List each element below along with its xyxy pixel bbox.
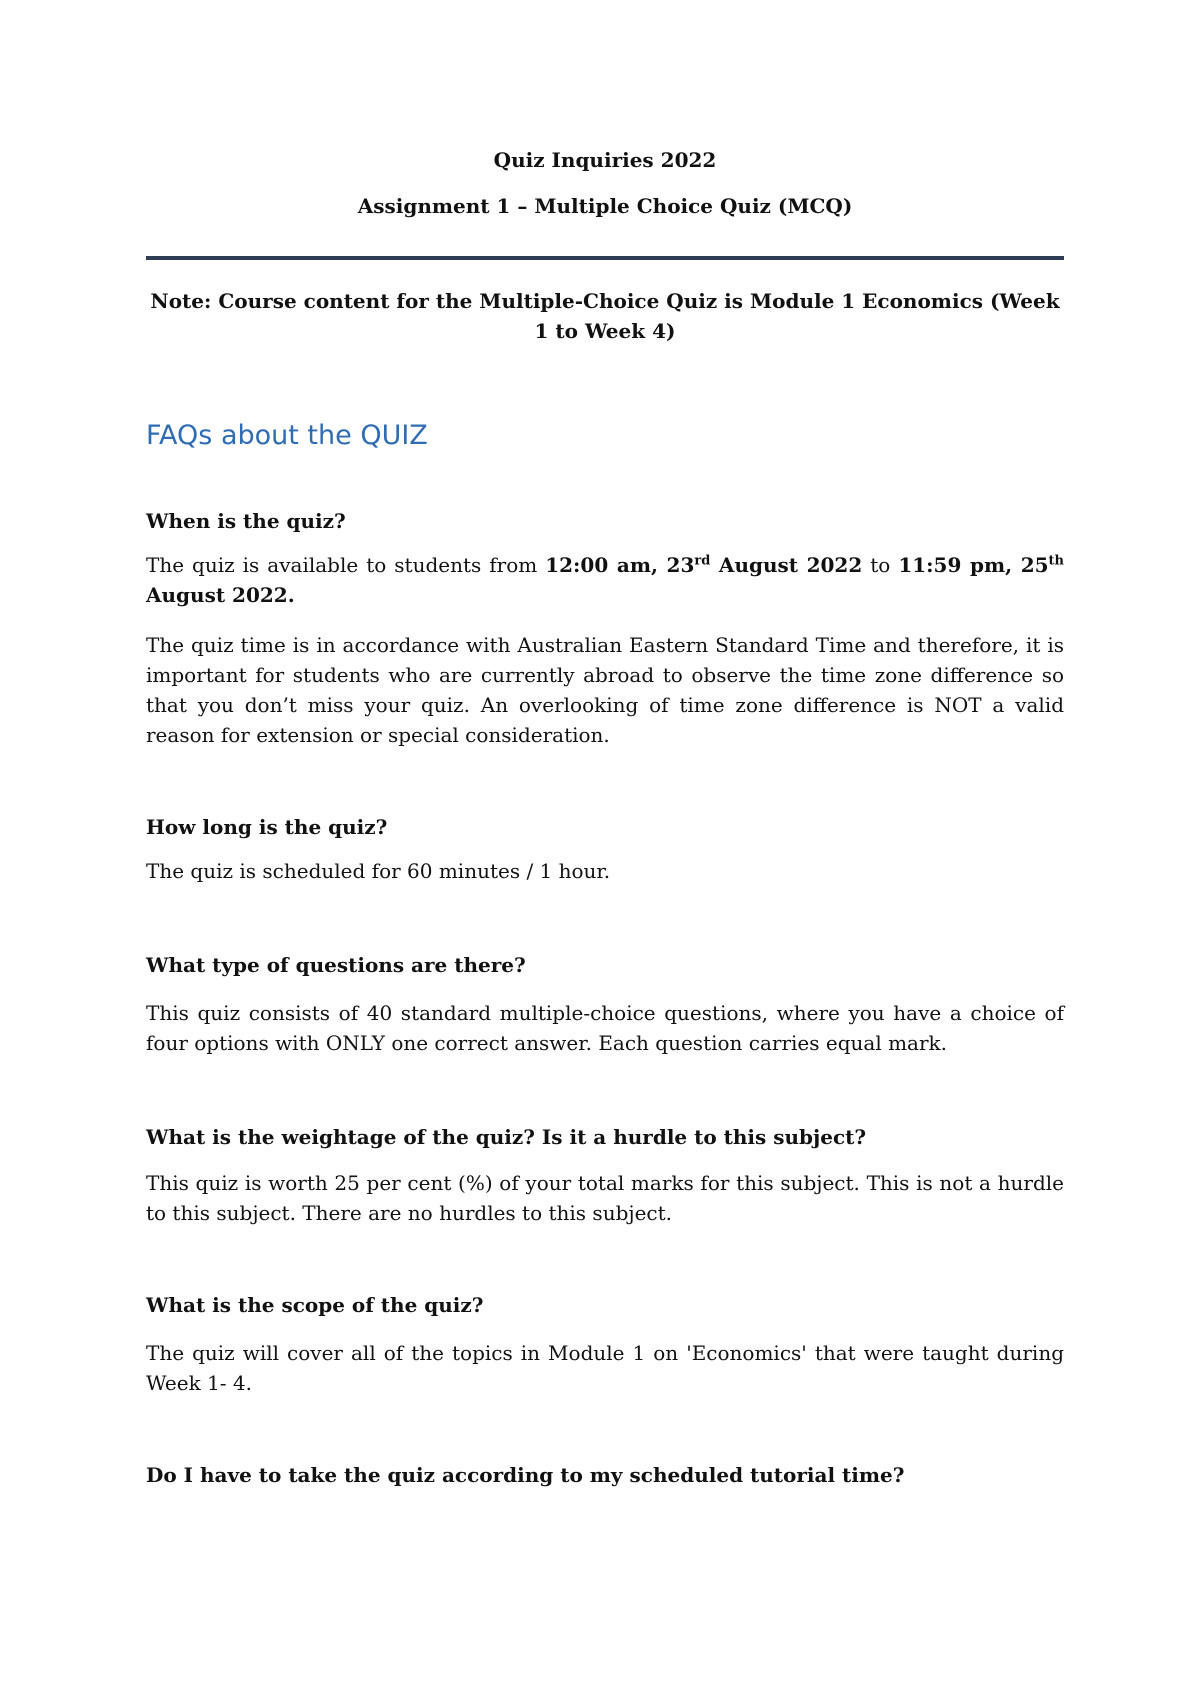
faq-answer-weightage: This quiz is worth 25 per cent (%) of your total marks for this subject. This is not a hurdle to this subject. There are no hurdles to this subject. xyxy=(146,1171,1064,1225)
faq-section-heading: FAQs about the QUIZ xyxy=(146,420,428,451)
faq-question-type: What type of questions are there? xyxy=(146,953,526,977)
horizontal-divider xyxy=(146,256,1064,260)
document-title: Quiz Inquiries 2022 xyxy=(493,148,717,172)
course-content-note: Note: Course content for the Multiple-Choice Quiz is Module 1 Economics (Week 1 to Week 4) xyxy=(150,289,1060,343)
faq-question-schedule: Do I have to take the quiz according to my scheduled tutorial time? xyxy=(146,1463,905,1487)
faq-question-weightage: What is the weightage of the quiz? Is it a hurdle to this subject? xyxy=(146,1125,867,1149)
document-subtitle: Assignment 1 – Multiple Choice Quiz (MCQ) xyxy=(357,194,853,218)
faq-answer-when-timezone: The quiz time is in accordance with Australian Eastern Standard Time and therefore, it is important for students who are currently abroad to observe the time zone difference so that you don’t miss your quiz. An overlooking of time zone difference is NOT a valid reason for extension or special consideration. xyxy=(146,633,1064,747)
faq-answer-scope: The quiz will cover all of the topics in Module 1 on 'Economics' that were taught during Week 1- 4. xyxy=(146,1341,1064,1395)
faq-answer-type: This quiz consists of 40 standard multiple-choice questions, where you have a choice of four options with ONLY one correct answer. Each question carries equal mark. xyxy=(146,1001,1064,1055)
faq-question-when: When is the quiz? xyxy=(146,509,346,533)
faq-answer-length: The quiz is scheduled for 60 minutes / 1 hour. xyxy=(146,859,611,883)
faq-question-length: How long is the quiz? xyxy=(146,815,388,839)
faq-answer-when: The quiz is available to students from 12:00 am, 23rd August 2022 to 11:59 pm, 25th August 2022. xyxy=(146,553,1064,607)
faq-question-scope: What is the scope of the quiz? xyxy=(146,1293,484,1317)
